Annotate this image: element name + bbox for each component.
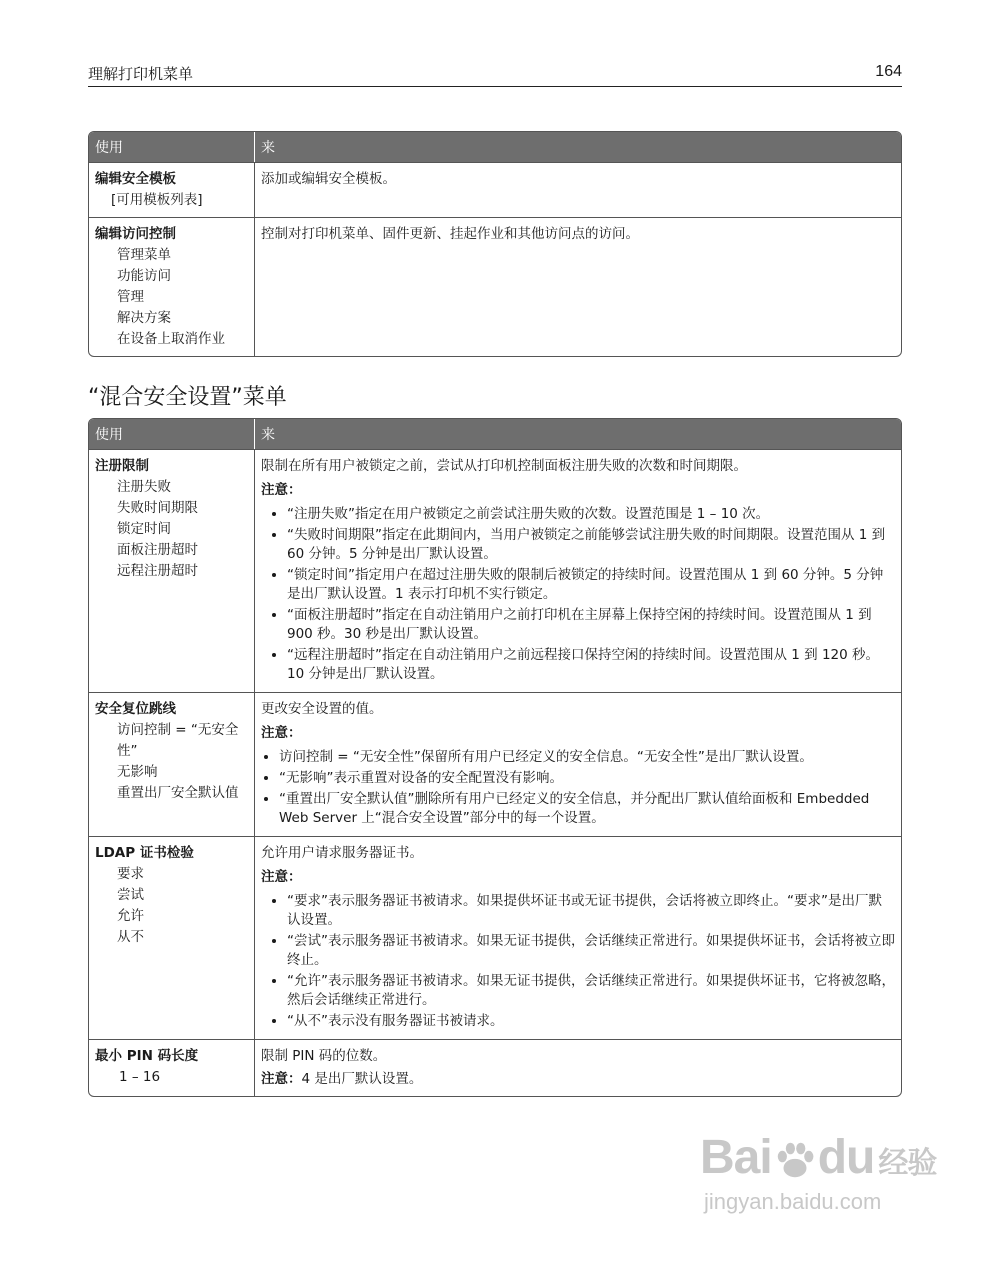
note-label: 注意： — [261, 482, 302, 498]
menu-option: 尝试 — [117, 887, 144, 903]
note-text: 4 是出厂默认设置。 — [301, 1071, 423, 1087]
table-row — [89, 162, 901, 217]
menu-option: 远程注册超时 — [117, 563, 198, 579]
note-item: • “重置出厂安全默认值”删除所有用户已经定义的安全信息，并分配出厂默认值给面板和 Embedded Web Server 上“混合安全设置”部分中的每一个设置。 — [279, 790, 895, 828]
menu-option: 1 – 16 — [119, 1069, 161, 1085]
note-line — [261, 1069, 895, 1090]
menu-option: 管理 — [117, 289, 144, 305]
menu-item-cell — [89, 217, 255, 356]
menu-option: 失败时间期限 — [117, 500, 198, 516]
table-row — [89, 692, 901, 836]
note-item: • “从不”表示没有服务器证书被请求。 — [287, 1012, 895, 1031]
note-item: • “允许”表示服务器证书被请求。如果无证书提供，会话继续正常进行。如果提供坏证书，它将被忽略，然后会话继续正常进行。 — [287, 972, 895, 1010]
column-header-for: 来 — [255, 419, 901, 449]
menu-option: [可用模板列表] — [111, 192, 203, 208]
note-label: 注意： — [261, 1071, 302, 1087]
table-row — [89, 1039, 901, 1096]
page-header — [88, 62, 902, 87]
menu-option: 从不 — [117, 929, 144, 945]
section-title: “混合安全设置”菜单 — [88, 385, 287, 410]
menu-item-cell — [89, 692, 255, 836]
menu-item-label: 编辑安全模板 — [95, 171, 176, 187]
menu-item-cell — [89, 449, 255, 692]
note-item: • “注册失败”指定在用户被锁定之前尝试注册失败的次数。设置范围是 1 – 10 次。 — [287, 505, 895, 524]
header-title: 理解打印机菜单 — [88, 65, 194, 83]
description: 限制 PIN 码的位数。 — [261, 1048, 387, 1064]
table-header-row — [89, 419, 901, 449]
baidu-watermark — [700, 1130, 940, 1240]
menu-item-cell — [89, 162, 255, 217]
notes-list — [261, 748, 895, 828]
description: 控制对打印机菜单、固件更新、挂起作业和其他访问点的访问。 — [261, 226, 639, 242]
menu-option: 注册失败 — [117, 479, 171, 495]
menu-item-label: LDAP 证书检验 — [95, 845, 194, 861]
menu-option: 要求 — [117, 866, 144, 882]
note-label: 注意： — [261, 869, 302, 885]
table-row — [89, 449, 901, 692]
note-item: • “失败时间期限”指定在此期间内，当用户被锁定之前能够尝试注册失败的时间期限。设置范围从 1 到 60 分钟。5 分钟是出厂默认设置。 — [287, 526, 895, 564]
column-header-for: 来 — [255, 132, 901, 162]
table-header-row — [89, 132, 901, 162]
note-item: • “远程注册超时”指定在自动注销用户之前远程接口保持空闲的持续时间。设置范围从 1 到 120 秒。10 分钟是出厂默认设置。 — [287, 646, 895, 684]
table-row — [89, 217, 901, 356]
description: 允许用户请求服务器证书。 — [261, 845, 423, 861]
note-item: • “锁定时间”指定用户在超过注册失败的限制后被锁定的持续时间。设置范围从 1 到 60 分钟。5 分钟是出厂默认设置。1 表示打印机不实行锁定。 — [287, 566, 895, 604]
description-cell — [255, 449, 901, 692]
menu-option: 在设备上取消作业 — [117, 331, 225, 347]
description-cell — [255, 1039, 901, 1096]
note-item: • “尝试”表示服务器证书被请求。如果无证书提供，会话继续正常进行。如果提供坏证书，会话将被立即终止。 — [287, 932, 895, 970]
watermark-text-bai: Bai — [700, 1131, 772, 1184]
watermark-logo — [700, 1130, 940, 1185]
table-row — [89, 836, 901, 1039]
notes-list — [261, 505, 895, 684]
menu-option: 访问控制 = “无安全性” — [117, 722, 239, 759]
watermark-text-du: du — [817, 1131, 875, 1184]
note-item: • “要求”表示服务器证书被请求。如果提供坏证书或无证书提供，会话将被立即终止。“要求”是出厂默认设置。 — [287, 892, 895, 930]
menu-table-mixed-security — [88, 418, 902, 1097]
description-cell — [255, 217, 901, 356]
description-cell — [255, 162, 901, 217]
description: 更改安全设置的值。 — [261, 701, 383, 717]
notes-list — [261, 892, 895, 1031]
menu-option: 解决方案 — [117, 310, 171, 326]
description: 添加或编辑安全模板。 — [261, 171, 396, 187]
page-number: 164 — [875, 63, 902, 80]
menu-item-label: 编辑访问控制 — [95, 226, 176, 242]
menu-option: 管理菜单 — [117, 247, 171, 263]
menu-table-security-templates — [88, 131, 902, 357]
menu-option: 锁定时间 — [117, 521, 171, 537]
menu-item-cell — [89, 836, 255, 1039]
watermark-url: jingyan.baidu.com — [704, 1189, 882, 1214]
description: 限制在所有用户被锁定之前，尝试从打印机控制面板注册失败的次数和时间期限。 — [261, 458, 747, 474]
column-header-use: 使用 — [89, 419, 255, 449]
menu-item-label: 安全复位跳线 — [95, 701, 176, 717]
paw-icon — [772, 1137, 818, 1183]
description-cell — [255, 692, 901, 836]
note-item: • “无影响”表示重置对设备的安全配置没有影响。 — [279, 769, 895, 788]
note-item: • “面板注册超时”指定在自动注销用户之前打印机在主屏幕上保持空闲的持续时间。设置范围从 1 到 900 秒。30 秒是出厂默认设置。 — [287, 606, 895, 644]
menu-option: 面板注册超时 — [117, 542, 198, 558]
menu-item-label: 注册限制 — [95, 458, 149, 474]
column-header-use: 使用 — [89, 132, 255, 162]
menu-option: 允许 — [117, 908, 144, 924]
menu-item-label: 最小 PIN 码长度 — [95, 1048, 199, 1064]
note-label: 注意： — [261, 725, 302, 741]
menu-option: 功能访问 — [117, 268, 171, 284]
watermark-brand: 经验 — [878, 1147, 937, 1180]
menu-item-cell — [89, 1039, 255, 1096]
menu-option: 无影响 — [117, 764, 158, 780]
menu-option: 重置出厂安全默认值 — [117, 785, 239, 801]
description-cell — [255, 836, 901, 1039]
note-item: • 访问控制 = “无安全性”保留所有用户已经定义的安全信息。“无安全性”是出厂默认设置。 — [279, 748, 895, 767]
